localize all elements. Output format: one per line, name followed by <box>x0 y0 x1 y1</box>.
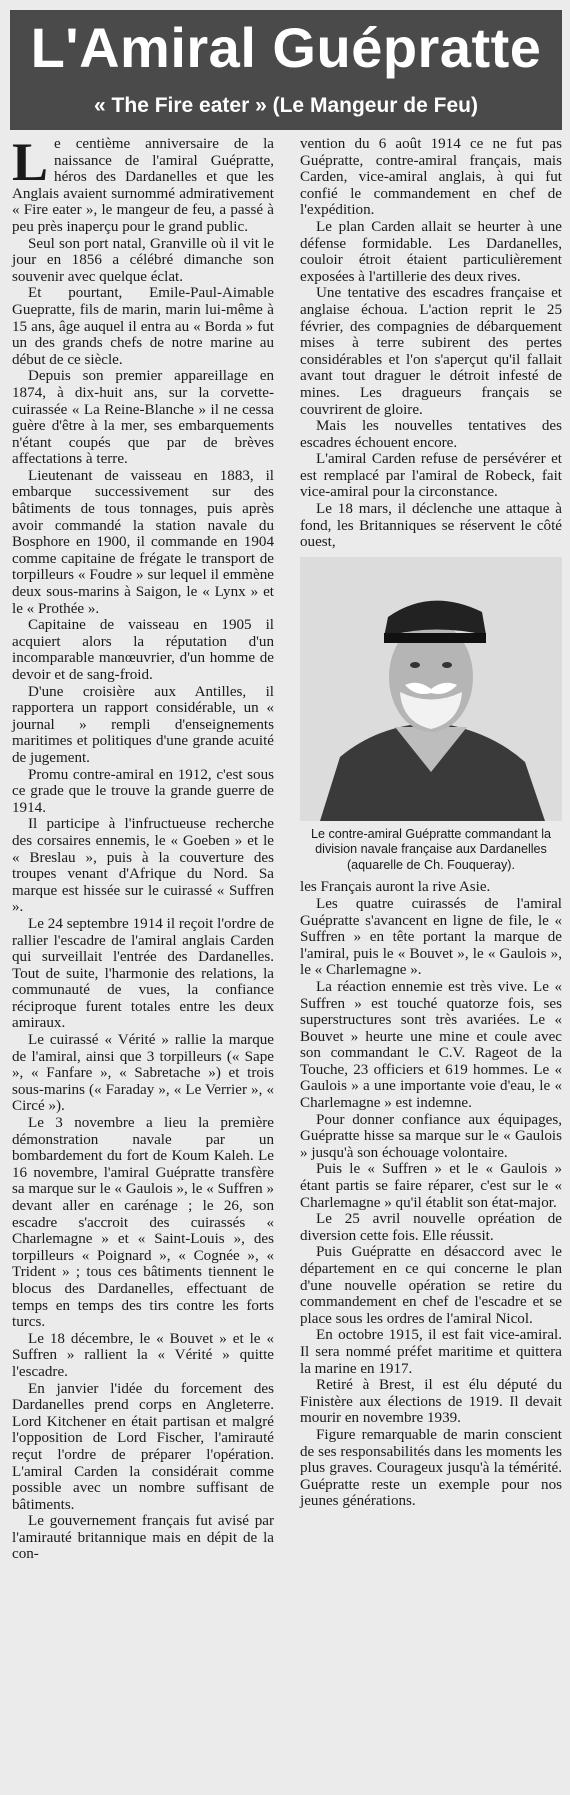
article-subtitle: « The Fire eater » (Le Mangeur de Feu) <box>94 94 478 117</box>
paragraph: Le 3 novembre a lieu la première démonstration navale par un bombardement du fort de Koum Kaleh. Le 16 novembre, l'amiral Guépratte transfère sa marque sur le « Gaulois », le « Suffren » devant aller en carénage ; le 26, son escadre s'accroit des cuirassés « Charlemagne » et « Saint-Louis », des torpilleurs « Poignard », « Cognée », « Trident » ; tous ces bâtiments tiennent le blocus des Dardanelles, effectuant de temps en temps des tirs contre les forts turcs. <box>12 1115 274 1331</box>
paragraph: vention du 6 août 1914 ce ne fut pas Guépratte, contre-amiral français, mais Carden, vice-amiral anglais, à qui fut confié le commandement en chef de l'expédition. <box>300 136 562 219</box>
drop-cap: L <box>12 132 49 192</box>
paragraph-1-text: e centième anniversaire de la naissance de l'amiral Guépratte, héros des Dardanelles et que les Anglais avaient surnommé admirativement « Fire eater », le mangeur de feu, a passé à peu près inaperçu pour le grand public. <box>12 136 274 235</box>
paragraph: Une tentative des escadres française et anglaise échoua. L'action reprit le 25 février, des compagnies de débarquement mises à terre subirent des pertes considérables et l'on s'aperçut qu'il fallait avant tout draguer le détroit infesté de mines. Les dragueurs français se couvrirent de gloire. <box>300 285 562 418</box>
paragraph: En janvier l'idée du forcement des Dardanelles prend corps en Angleterre. Lord Kitchener en était partisan et malgré l'opposition de Lord Fischer, l'amirauté reçut l'ordre de préparer l'opération. L'amiral Carden la considérait comme possible avec un nombre suffisant de bâtiments. <box>12 1380 274 1513</box>
paragraph: Et pourtant, Emile-Paul-Aimable Guepratte, fils de marin, marin lui-même à 15 ans, âge auquel il entra au « Borda » fut un des grands chefs de notre marine au début de ce siècle. <box>12 285 274 368</box>
article-title: L'Amiral Guépratte <box>30 16 542 79</box>
paragraph: Seul son port natal, Granville où il vit le jour en 1856 a célébré dimanche son souvenir avec quelque éclat. <box>12 235 274 285</box>
paragraph: Mais les nouvelles tentatives des escadres échouent encore. <box>300 418 562 451</box>
left-column <box>12 132 274 1563</box>
paragraph: Retiré à Brest, il est élu député du Finistère aux élections de 1919. Il devait mourir en novembre 1939. <box>300 1377 562 1427</box>
paragraph: En octobre 1915, il est fait vice-amiral. Il sera nommé préfet maritime et quittera la marine en 1917. <box>300 1327 562 1377</box>
portrait-figure <box>300 557 562 874</box>
paragraph: Puis Guépratte en désaccord avec le département en ce qui concerne le plan d'une nouvelle opération se retire du commandement en chef de l'escadre et se place sous les ordres de l'amiral Nicol. <box>300 1244 562 1327</box>
headline-banner <box>10 10 562 130</box>
paragraph: Le 25 avril nouvelle opréation de diversion cette fois. Elle réussit. <box>300 1211 562 1244</box>
paragraph: D'une croisière aux Antilles, il rapportera un rapport considérable, un « journal » rempli d'enseignements maritimes et politiques d'une grande acuité de jugement. <box>12 683 274 766</box>
paragraph: Promu contre-amiral en 1912, c'est sous ce grade que le trouve la grande guerre de 1914. <box>12 766 274 816</box>
paragraph: Le 24 septembre 1914 il reçoit l'ordre de rallier l'escadre de l'amiral anglais Carden qui surveillait l'entrée des Dardanelles. Tout de suite, l'harmonie des relations, la communauté de vues, la confiance réciproque furent totales entre les deux amiraux. <box>12 915 274 1032</box>
paragraph: Le cuirassé « Vérité » rallie la marque de l'amiral, ainsi que 3 torpilleurs (« Sape », « Fanfare », « Sabretache ») et trois sous-marins (« Faraday », « Le Verrier », « Circé »). <box>12 1032 274 1115</box>
paragraph: Les quatre cuirassés de l'amiral Guépratte s'avancent en ligne de file, le « Suffren » en tête portant la marque de l'amiral, puis le « Bouvet », le « Gaulois », le « Charlemagne ». <box>300 895 562 979</box>
paragraph: Il participe à l'infructueuse recherche des corsaires ennemis, le « Goeben » et le « Breslau », puis à la couverture des troupes venant d'Afrique du Nord. Sa marque est hissée sur le cuirassé « Suffren ». <box>12 816 274 916</box>
right-column <box>300 136 562 1510</box>
admiral-portrait-image <box>300 557 562 821</box>
paragraph-1 <box>12 132 274 236</box>
paragraph: Le gouvernement français fut avisé par l'amirauté britannique mais en dépit de la con- <box>12 1513 274 1563</box>
paragraph: Depuis son premier appareillage en 1874, à dix-huit ans, sur la corvette-cuirassée « La Reine-Blanche » il ne cessa guère d'être à la mer, ses embarquements n'étant coupés que par de brèves affectations à terre. <box>12 368 274 468</box>
portrait-caption: Le contre-amiral Guépratte commandant la division navale française aux Dardanelles (aquarelle de Ch. Fouqueray). <box>310 826 552 872</box>
paragraph: Le 18 décembre, le « Bouvet » et le « Suffren » rallient la « Vérité » quitte l'escadre. <box>12 1330 274 1380</box>
paragraph: L'amiral Carden refuse de persévérer et est remplacé par l'amiral de Robeck, fait vice-amiral pour la circonstance. <box>300 451 562 501</box>
paragraph: La réaction ennemie est très vive. Le « Suffren » est touché quatorze fois, ses superstructures sont très avariées. Le « Bouvet » heurte une mine et coule avec son commandant le C.V. Rageot de la Touche, 23 officiers et 619 hommes. Le « Gaulois » a une importante voie d'eau, le « Charlemagne » est indemne. <box>300 978 562 1112</box>
paragraph: Capitaine de vaisseau en 1905 il acquiert alors la réputation d'un incomparable manœuvrier, d'un homme de devoir et de sang-froid. <box>12 617 274 683</box>
paragraph: Puis le « Suffren » et le « Gaulois » étant partis se faire réparer, c'est sur le « Charlemagne » qu'il établit son état-major. <box>300 1161 562 1211</box>
paragraph: Figure remarquable de marin conscient de ses responsabilités dans les moments les plus graves. Courageux jusqu'à la témérité. Guépratte reste un exemple pour nos jeunes générations. <box>300 1426 562 1510</box>
paragraph: Le plan Carden allait se heurter à une défense formidable. Les Dardanelles, couloir étroit étaient particulièrement exposées à l'artillerie des deux rives. <box>300 218 562 285</box>
paragraph: Le 18 mars, il déclenche une attaque à fond, les Britanniques se réservent le côté ouest, <box>300 501 562 551</box>
paragraph: Pour donner confiance aux équipages, Guépratte hisse sa marque sur le « Gaulois » jusqu'à son échouage volontaire. <box>300 1111 562 1161</box>
paragraph: Lieutenant de vaisseau en 1883, il embarque successivement sur des bâtiments de tous tonnages, puis après avoir commandé la station navale du Bosphore en 1900, il commande en 1904 comme capitaine de frégate le transport de torpilleurs « Foudre » sur lequel il emmène deux sous-marins à Saigon, le « Lynx » et le « Prothée ». <box>12 467 274 617</box>
paragraph: les Français auront la rive Asie. <box>300 879 491 896</box>
